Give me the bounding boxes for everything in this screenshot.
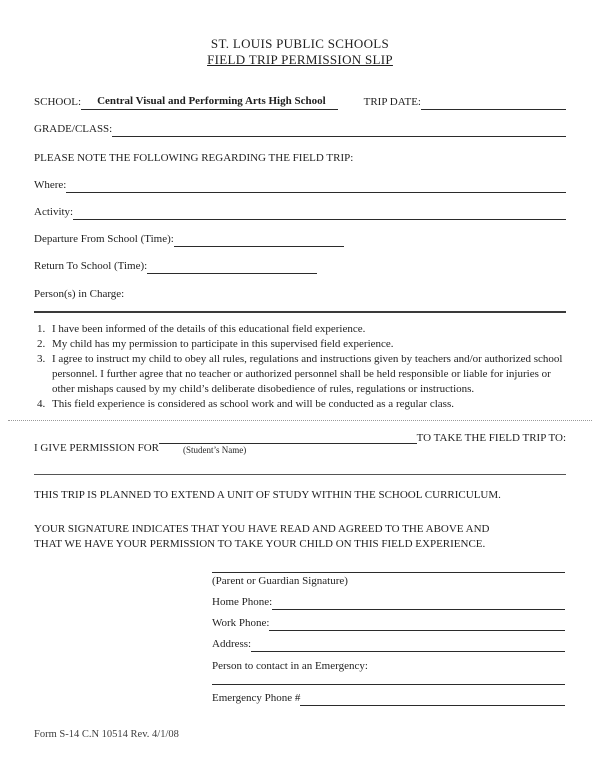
student-name-field [159,431,417,456]
student-name-blank [159,431,417,444]
grade-class-blank [112,124,566,137]
departure-row [34,232,566,247]
dotted-divider [8,420,592,421]
emergency-phone-label: Emergency Phone # [212,692,301,704]
where-blank [66,180,566,193]
grade-class-label: GRADE/CLASS: [34,123,113,135]
permission-tail-label: TO TAKE THE FIELD TRIP TO: [416,432,566,444]
school-value: Central Visual and Performing Arts High School [81,94,338,110]
destination-blank [34,474,566,475]
form-number: Form S-14 C.N 10514 Rev. 4/1/08 [34,729,179,738]
student-name-caption: (Student’s Name) [183,445,247,455]
consent-line-2: THAT WE HAVE YOUR PERMISSION TO TAKE YOUR CHILD ON THIS FIELD EXPERIENCE. [34,538,486,550]
agreement-item-number: 3. [37,353,46,365]
agreement-item-number: 1. [37,323,46,335]
where-row [34,178,566,193]
consent-statement [34,522,566,552]
emergency-contact-blank [212,676,565,685]
agreement-item-number: 2. [37,338,46,350]
note-heading: PLEASE NOTE THE FOLLOWING REGARDING THE FIELD TRIP: [34,152,354,164]
agreement-item-text: This field experience is considered as school work and will be conducted as a regular class. [52,398,454,410]
agreement-item-text: My child has my permission to participate in this supervised field experience. [52,338,394,350]
emergency-contact-label: Person to contact in an Emergency: [212,660,368,672]
emergency-phone-row [212,691,565,706]
agreement-list [34,322,566,412]
emergency-phone-blank [300,693,565,706]
work-phone-blank [269,618,565,631]
agreement-item-number: 4. [37,398,46,410]
document-header [34,36,566,68]
return-time-label: Return To School (Time): [34,260,148,272]
address-label: Address: [212,638,252,650]
home-phone-label: Home Phone: [212,596,273,608]
where-label: Where: [34,179,67,191]
permission-sentence [34,431,566,456]
agreement-item-text: I have been informed of the details of this educational field experience. [52,323,366,335]
activity-label: Activity: [34,206,74,218]
agreement-item-3 [34,352,566,397]
permission-lead-label: I GIVE PERMISSION FOR [34,442,159,454]
document-title: ST. LOUIS PUBLIC SCHOOLS [210,36,390,51]
agreement-item-1 [34,322,566,337]
home-phone-blank [272,597,565,610]
document-subtitle: FIELD TRIP PERMISSION SLIP [207,52,393,67]
signature-block [212,561,565,706]
trip-date-blank [421,97,566,110]
parent-signature-caption: (Parent or Guardian Signature) [212,575,348,587]
agreement-item-text: I agree to instruct my child to obey all rules, regulations and instructions given by teachers and/or authorized school personnel. I further agree that no teacher or authorized personnel shall be held responsible or liable for injuries or other mishaps caused by my child’s deliberate disobedience of rules, regulations or instructions. [52,353,563,395]
activity-row [34,205,566,220]
address-row [212,637,565,652]
curriculum-statement: THIS TRIP IS PLANNED TO EXTEND A UNIT OF STUDY WITHIN THE SCHOOL CURRICULUM. [34,489,501,501]
persons-in-charge-label: Person(s) in Charge: [34,288,125,300]
consent-line-1: YOUR SIGNATURE INDICATES THAT YOU HAVE READ AND AGREED TO THE ABOVE AND [34,523,490,535]
parent-signature-blank [212,561,565,573]
activity-blank [73,207,566,220]
address-blank [251,639,565,652]
return-time-blank [147,261,317,274]
work-phone-label: Work Phone: [212,617,270,629]
agreement-item-2 [34,337,566,352]
departure-time-label: Departure From School (Time): [34,233,174,245]
return-row [34,259,566,274]
work-phone-row [212,616,565,631]
trip-date-label: TRIP DATE: [363,96,421,108]
school-label: SCHOOL: [34,96,82,108]
home-phone-row [212,595,565,610]
grade-class-row [34,122,566,137]
school-trip-date-row [34,94,566,110]
departure-time-blank [174,234,344,247]
agreement-item-4 [34,397,566,412]
persons-in-charge-blank [34,311,566,313]
